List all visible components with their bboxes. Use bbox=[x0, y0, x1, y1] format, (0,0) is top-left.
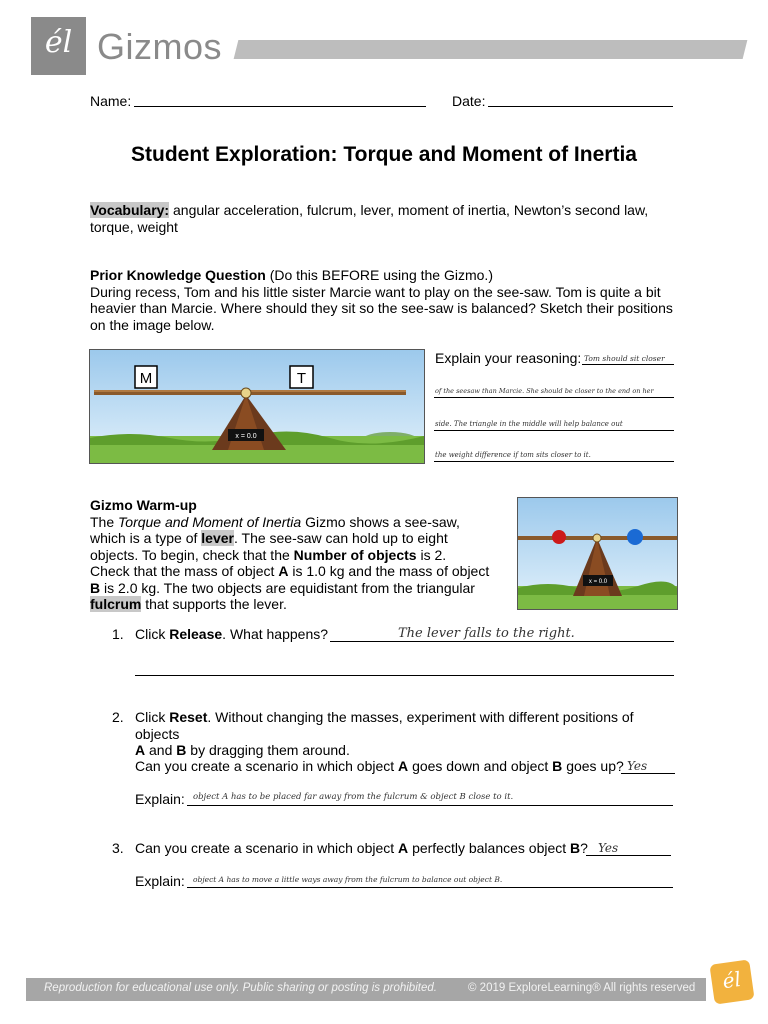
q2-reset: Reset bbox=[169, 709, 208, 725]
warmup-text: The bbox=[90, 513, 115, 530]
warmup-text: is 2.0 kg. The two objects are equidistant from the triangular bbox=[104, 579, 475, 596]
q2-line2-post: by dragging them around. bbox=[190, 742, 350, 758]
name-field[interactable] bbox=[134, 106, 426, 107]
term-lever: lever bbox=[201, 530, 234, 546]
q2-subquestion bbox=[135, 758, 624, 775]
q2-b: B bbox=[176, 742, 187, 758]
reasoning-answer-4: the weight difference if tom sits closer to it. bbox=[435, 451, 591, 459]
reasoning-line-3[interactable] bbox=[434, 430, 674, 431]
warmup-text: is 1.0 kg and the mass of object bbox=[292, 563, 490, 579]
q3-explain-answer: object A has to move a little ways away from the fulcrum to balance out object B. bbox=[193, 875, 503, 884]
seesaw-scene bbox=[90, 350, 424, 463]
gizmo-readout: x = 0.0 bbox=[588, 579, 608, 585]
q3-explain-label: Explain: bbox=[135, 873, 185, 889]
seesaw-readout: x = 0.0 bbox=[235, 433, 257, 440]
q2-sub-answer: Yes bbox=[627, 759, 648, 773]
prior-heading: Prior Knowledge Question bbox=[90, 267, 266, 283]
q2-and: and bbox=[149, 742, 173, 758]
prior-heading-note: (Do this BEFORE using the Gizmo.) bbox=[269, 267, 493, 283]
q2-sub-b: B bbox=[552, 758, 563, 774]
q3-post: ? bbox=[580, 840, 588, 856]
q1-number: 1. bbox=[112, 626, 124, 642]
q1-answer-line[interactable] bbox=[330, 641, 674, 642]
q1-text bbox=[135, 626, 328, 643]
date-field[interactable] bbox=[488, 106, 673, 107]
warmup-text: that supports the lever. bbox=[145, 596, 287, 612]
q3-number: 3. bbox=[112, 840, 124, 856]
gizmo-warmup-image bbox=[517, 497, 678, 610]
term-fulcrum: fulcrum bbox=[90, 596, 142, 612]
prior-knowledge bbox=[90, 267, 680, 333]
warmup-text: which is a type of bbox=[90, 530, 198, 546]
q3-answer-line[interactable] bbox=[586, 855, 671, 856]
q1-post: . What happens? bbox=[222, 626, 329, 642]
q1-release: Release bbox=[169, 626, 223, 642]
name-label: Name: bbox=[90, 93, 132, 109]
tom-label: T bbox=[296, 370, 307, 387]
warmup-section bbox=[90, 497, 500, 613]
reasoning-line-4[interactable] bbox=[434, 461, 674, 462]
prior-body: During recess, Tom and his little sister Marcie want to play on the see-saw. Tom is quite a bit heavier than Marcie. Where should they sit so the see-saw is balanced? Sketch their positions on the image below. bbox=[90, 283, 673, 333]
q2-number: 2. bbox=[112, 709, 124, 725]
warmup-heading: Gizmo Warm-up bbox=[90, 497, 197, 513]
term-object-a: A bbox=[278, 563, 289, 579]
q3-text bbox=[135, 840, 588, 857]
q2-explain-label: Explain: bbox=[135, 791, 185, 807]
warmup-text: Check that the mass of object bbox=[90, 563, 275, 579]
q2-sub-mid: goes down and object bbox=[412, 758, 549, 774]
brand-title: Gizmos bbox=[97, 26, 223, 67]
footer-notice: Reproduction for educational use only. Public sharing or posting is prohibited. bbox=[44, 982, 437, 994]
reasoning-answer-3: side. The triangle in the middle will help balance out bbox=[435, 420, 623, 428]
logo-text: él bbox=[44, 25, 73, 60]
q3-pre: Can you create a scenario in which object bbox=[135, 840, 395, 856]
vocabulary-label: Vocabulary: bbox=[90, 202, 170, 218]
q1-answer-line-2[interactable] bbox=[135, 675, 674, 676]
q1-answer: The lever falls to the right. bbox=[398, 626, 575, 641]
object-a-ball bbox=[552, 530, 566, 544]
q3-answer: Yes bbox=[598, 841, 619, 855]
gizmo-scene bbox=[518, 498, 677, 609]
reasoning-answer-1: Tom should sit closer bbox=[584, 354, 665, 363]
warmup-text: objects. To begin, check that the bbox=[90, 546, 290, 563]
marcie-label: M bbox=[139, 370, 153, 387]
term-object-b: B bbox=[90, 579, 101, 596]
vocabulary bbox=[90, 202, 680, 235]
q2-pre: Click bbox=[135, 709, 166, 725]
explorelearning-logo bbox=[31, 17, 86, 75]
q3-b: B bbox=[570, 840, 581, 856]
term-number-of-objects: Number of objects bbox=[293, 546, 417, 563]
warmup-text: is 2. bbox=[420, 546, 447, 563]
q2-a: A bbox=[135, 742, 146, 758]
q2-text bbox=[135, 709, 680, 759]
reasoning-line-1[interactable] bbox=[582, 364, 674, 365]
object-b-ball bbox=[627, 529, 643, 545]
reasoning-answer-2: of the seesaw than Marcie. She should be closer to the end on her bbox=[435, 387, 654, 395]
page-title: Student Exploration: Torque and Moment of Inertia bbox=[131, 143, 637, 166]
q3-mid: perfectly balances object bbox=[412, 840, 567, 856]
explain-reasoning-label: Explain your reasoning: bbox=[435, 350, 582, 366]
q2-sub-post: goes up? bbox=[566, 758, 624, 774]
gizmo-name: Torque and Moment of Inertia bbox=[118, 513, 302, 530]
q2-explain-line[interactable] bbox=[187, 805, 673, 806]
q2-explain-answer: object A has to be placed far away from the fulcrum & object B close to it. bbox=[193, 792, 514, 802]
warmup-text: Gizmo shows a see-saw, bbox=[305, 513, 460, 530]
header-bar bbox=[234, 40, 748, 59]
vocabulary-text: angular acceleration, fulcrum, lever, moment of inertia, Newton’s second law, torque, weight bbox=[90, 202, 649, 235]
reasoning-line-2[interactable] bbox=[434, 397, 674, 398]
q2-sub-answer-line[interactable] bbox=[621, 773, 675, 774]
seesaw-sketch-image[interactable] bbox=[89, 349, 425, 464]
footer-logo bbox=[709, 959, 754, 1004]
q1-pre: Click bbox=[135, 626, 166, 642]
warmup-text: . The see-saw can hold up to eight bbox=[233, 530, 448, 546]
date-label: Date: bbox=[452, 93, 486, 109]
q3-explain-line[interactable] bbox=[187, 887, 673, 888]
footer-copyright: © 2019 ExploreLearning® All rights reserved bbox=[468, 982, 696, 994]
q2-sub-pre: Can you create a scenario in which object bbox=[135, 758, 395, 774]
q2-sub-a: A bbox=[398, 758, 409, 774]
q2-post: . Without changing the masses, experiment with different positions of objects bbox=[135, 709, 634, 742]
q3-a: A bbox=[398, 840, 409, 856]
footer-logo-text: él bbox=[721, 966, 743, 994]
